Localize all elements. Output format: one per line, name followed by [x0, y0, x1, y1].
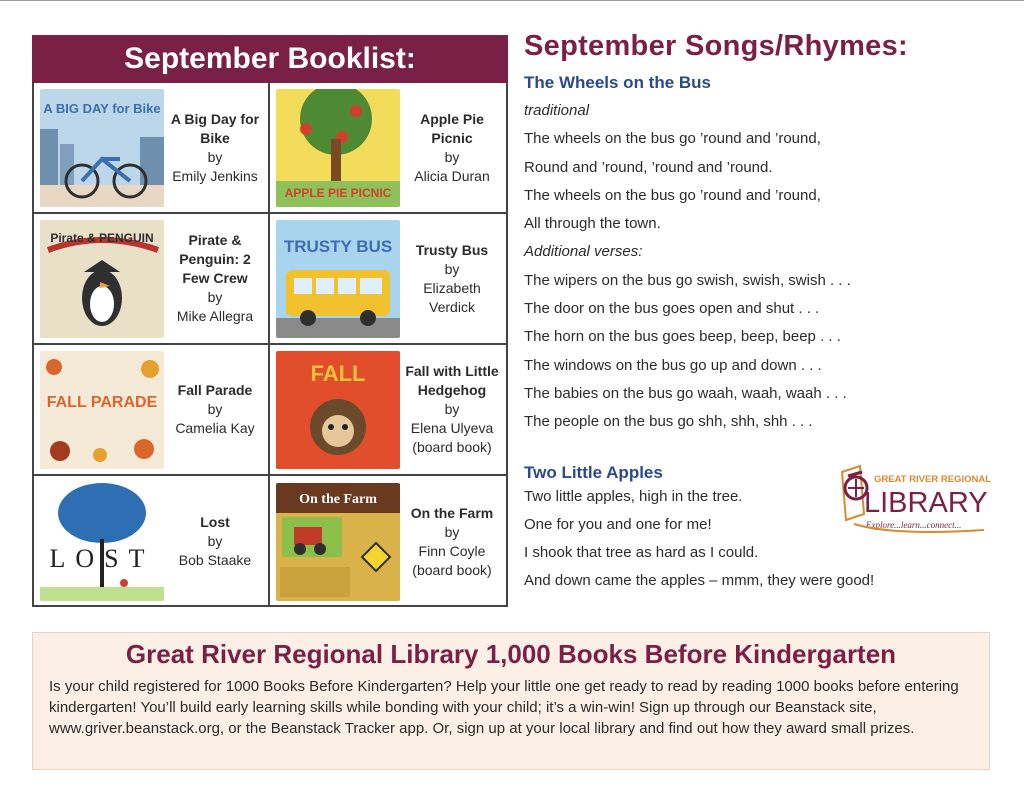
- verse-line: The door on the bus goes open and shut . . .: [524, 300, 820, 318]
- book-info: [164, 381, 262, 438]
- lost-cover-illustration: [40, 483, 164, 601]
- verse-line: The babies on the bus go waah, waah, waah . . .: [524, 384, 847, 402]
- trusty-bus-cover-illustration: [276, 220, 400, 338]
- hedgehog-cover-illustration: [276, 351, 400, 469]
- top-divider: [0, 0, 1024, 1]
- book-cover: [276, 483, 400, 601]
- booklist-grid: [32, 83, 508, 607]
- book-note: (board book): [412, 561, 492, 578]
- book-title: On the Farm: [410, 504, 494, 521]
- book-cover: [40, 483, 164, 601]
- library-logo-graphic: [834, 462, 994, 542]
- book-author: Elena Ulyeva: [410, 420, 494, 436]
- book-by: by: [207, 148, 223, 165]
- book-author: Emily Jenkins: [172, 167, 258, 184]
- songs-heading: September Songs/Rhymes:: [524, 30, 908, 62]
- book-title: Fall Parade: [177, 382, 253, 398]
- song-line: Two little apples, high in the tree.: [524, 487, 743, 505]
- book-by: by: [444, 260, 460, 277]
- book-cell: [34, 476, 270, 607]
- library-logo: [834, 462, 994, 542]
- book-author: Finn Coyle: [418, 542, 486, 559]
- apple-pie-cover-illustration: [276, 89, 400, 207]
- cover-title-text: APPLE PIE PICNIC: [284, 185, 392, 200]
- song-line: The wheels on the bus go ’round and ’round,: [524, 186, 821, 204]
- booklist-header: September Booklist:: [32, 35, 508, 83]
- book-cover: [40, 220, 164, 338]
- song-line: The wheels on the bus go ’round and ’round,: [524, 130, 821, 148]
- book-cell: [270, 476, 506, 607]
- book-cell: [34, 83, 270, 214]
- song-subtitle: traditional: [524, 102, 590, 119]
- cover-title-text: FALL: [310, 360, 366, 386]
- book-author: Mike Allegra: [176, 308, 254, 324]
- book-author: Bob Staake: [178, 552, 252, 568]
- verse-line: The wipers on the bus go swish, swish, swish . . .: [524, 271, 851, 289]
- banner-title: Great River Regional Library 1,000 Books Before Kindergarten: [125, 639, 897, 669]
- book-info: [164, 513, 262, 570]
- book-cover: [276, 89, 400, 207]
- book-info: [400, 504, 500, 580]
- book-info: [164, 110, 262, 186]
- program-banner: [32, 632, 990, 770]
- cover-title-text: Pirate & PENGUIN: [50, 230, 154, 245]
- book-info: [400, 241, 500, 317]
- bike-cover-illustration: [40, 89, 164, 207]
- book-cell: [34, 345, 270, 476]
- book-cell: [270, 345, 506, 476]
- book-info: [400, 110, 500, 186]
- song-line: And down came the apples – mmm, they were good!: [524, 572, 875, 590]
- book-by: by: [207, 289, 223, 305]
- verse-line: The windows on the bus go up and down . . .: [524, 356, 822, 374]
- book-title: Pirate & Penguin: 2 Few Crew: [179, 232, 251, 286]
- book-title: A Big Day for Bike: [170, 110, 260, 146]
- song-title: The Wheels on the Bus: [524, 73, 712, 92]
- song-line: Round and ’round, ’round and ’round.: [524, 158, 773, 176]
- cover-title-text: On the Farm: [299, 491, 377, 507]
- fall-parade-cover-illustration: [40, 351, 164, 469]
- book-by: by: [444, 148, 460, 165]
- book-by: by: [207, 533, 223, 549]
- book-info: [164, 231, 262, 326]
- book-cell: [270, 214, 506, 345]
- booklist-panel: [32, 35, 508, 607]
- book-author: Elizabeth Verdick: [423, 279, 481, 315]
- verse-line: The horn on the bus goes beep, beep, beep . . .: [524, 328, 841, 346]
- pirate-penguin-cover-illustration: [40, 220, 164, 338]
- cover-title-text: A BIG DAY for Bike: [43, 100, 161, 116]
- verse-line: The people on the bus go shh, shh, shh . . .: [524, 413, 813, 431]
- song-line: I shook that tree as hard as I could.: [524, 544, 759, 562]
- book-title: Fall with Little Hedgehog: [405, 363, 499, 398]
- cover-title-text: TRUSTY BUS: [283, 236, 393, 256]
- book-info: [400, 362, 500, 457]
- logo-line1: GREAT RIVER REGIONAL: [874, 474, 991, 485]
- book-cover: [276, 351, 400, 469]
- logo-line2: LIBRARY: [864, 487, 988, 519]
- book-author: Camelia Kay: [175, 420, 255, 436]
- book-cell: [270, 83, 506, 214]
- book-note: (board book): [412, 439, 492, 455]
- book-title: Lost: [200, 514, 230, 530]
- logo-tagline: Explore...learn...connect...: [866, 520, 962, 530]
- banner-body: Is your child registered for 1000 Books Before Kindergarten? Help your little one get ready to read by reading 1000 books before entering kindergarten! You’ll build early learning skills while bonding with your child; it’s a win-win! Sign up through our Beanstack site, www.griver.beanstack.org, or the Beanstack Tracker app. Or, sign up at your local library and find out how they award small prizes.: [49, 678, 959, 737]
- book-title: Trusty Bus: [415, 241, 489, 258]
- book-author: Alicia Duran: [414, 167, 490, 184]
- cover-title-text: LOST: [49, 543, 155, 573]
- book-cover: [40, 351, 164, 469]
- book-cover: [276, 220, 400, 338]
- cover-title-text: FALL PARADE: [46, 393, 158, 411]
- farm-cover-illustration: [276, 483, 400, 601]
- book-by: by: [207, 401, 223, 417]
- song-line: All through the town.: [524, 215, 661, 233]
- verses-label: Additional verses:: [524, 243, 643, 261]
- book-by: by: [444, 523, 460, 540]
- song-line: One for you and one for me!: [524, 515, 712, 533]
- book-cell: [34, 214, 270, 345]
- book-cover: [40, 89, 164, 207]
- book-title: Apple Pie Picnic: [420, 110, 484, 146]
- book-by: by: [444, 401, 460, 417]
- song-title: Two Little Apples: [524, 462, 663, 482]
